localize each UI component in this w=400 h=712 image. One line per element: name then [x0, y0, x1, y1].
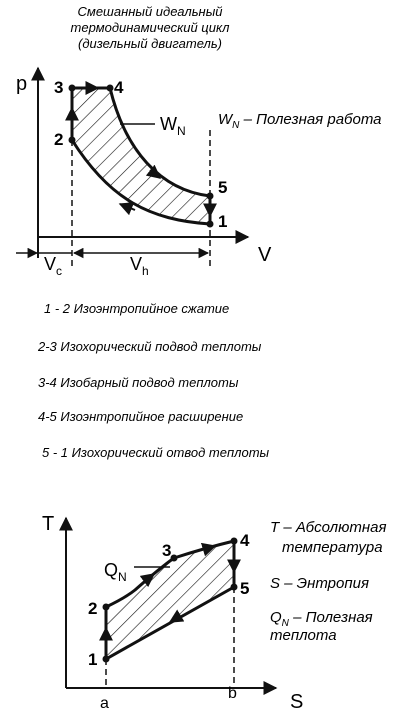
process-item-5: 5 - 1 Изохорический отвод теплоты	[42, 445, 270, 460]
ts-label-b: b	[228, 685, 237, 702]
ts-legend-s: S – Энтропия	[270, 575, 369, 592]
pv-work-description: $W_N$ – Полезная работа	[218, 111, 382, 131]
ts-label-t: T	[42, 513, 55, 535]
pv-point-3	[69, 85, 76, 92]
title-line-3: (дизельный двигатель)	[78, 36, 222, 51]
ts-label-pt2: 2	[88, 599, 98, 618]
pv-arrow-1-2	[120, 204, 135, 210]
ts-label-s: S	[290, 691, 304, 712]
diagram-title	[71, 4, 231, 51]
ts-diagram	[42, 513, 386, 712]
ts-point-4	[231, 538, 238, 545]
ts-label-pt5: 5	[240, 579, 250, 598]
ts-label-a: a	[100, 695, 109, 712]
title-line-2: термодинамический цикл	[70, 20, 230, 35]
pv-label-pt5: 5	[218, 178, 228, 197]
pv-label-vc: $V_c$	[44, 254, 63, 278]
pv-point-2	[69, 137, 76, 144]
process-item-3: 3-4 Изобарный подвод теплоты	[38, 375, 239, 390]
ts-legend-t-line1: T – Абсолютная	[270, 519, 387, 536]
pv-point-1	[207, 221, 214, 228]
pv-point-4	[107, 85, 114, 92]
ts-label-pt4: 4	[240, 531, 250, 550]
title-line-1: Смешанный идеальный	[77, 4, 223, 19]
ts-legend-q-line1: $Q_N$ – Полезная	[270, 609, 373, 629]
ts-label-pt3: 3	[162, 541, 172, 560]
ts-point-2	[103, 604, 110, 611]
pv-label-pt2: 2	[54, 130, 64, 149]
pv-label-pt4: 4	[114, 78, 124, 97]
ts-legend	[270, 519, 386, 644]
ts-legend-q-line2: теплота	[270, 627, 337, 644]
pv-work-label: $W_N$	[160, 114, 186, 138]
process-item-1: 1 - 2 Изоэнтропийное сжатие	[44, 301, 230, 316]
ts-point-3	[171, 555, 178, 562]
pv-label-p: p	[16, 73, 28, 95]
ts-legend-t-line2: температура	[282, 539, 383, 556]
pv-point-5	[207, 193, 214, 200]
ts-point-5	[231, 584, 238, 591]
process-item-2: 2-3 Изохорический подвод теплоты	[38, 339, 262, 354]
pv-diagram	[16, 68, 381, 278]
ts-label-pt1: 1	[88, 650, 98, 669]
pv-label-pt3: 3	[54, 78, 64, 97]
process-item-4: 4-5 Изоэнтропийное расширение	[38, 409, 244, 424]
pv-label-pt1: 1	[218, 212, 228, 231]
process-list	[37, 301, 270, 460]
pv-label-vh: $V_h$	[130, 254, 149, 278]
pv-label-v: V	[258, 244, 272, 266]
ts-heat-label: $Q_N$	[104, 560, 127, 584]
ts-point-1	[103, 656, 110, 663]
